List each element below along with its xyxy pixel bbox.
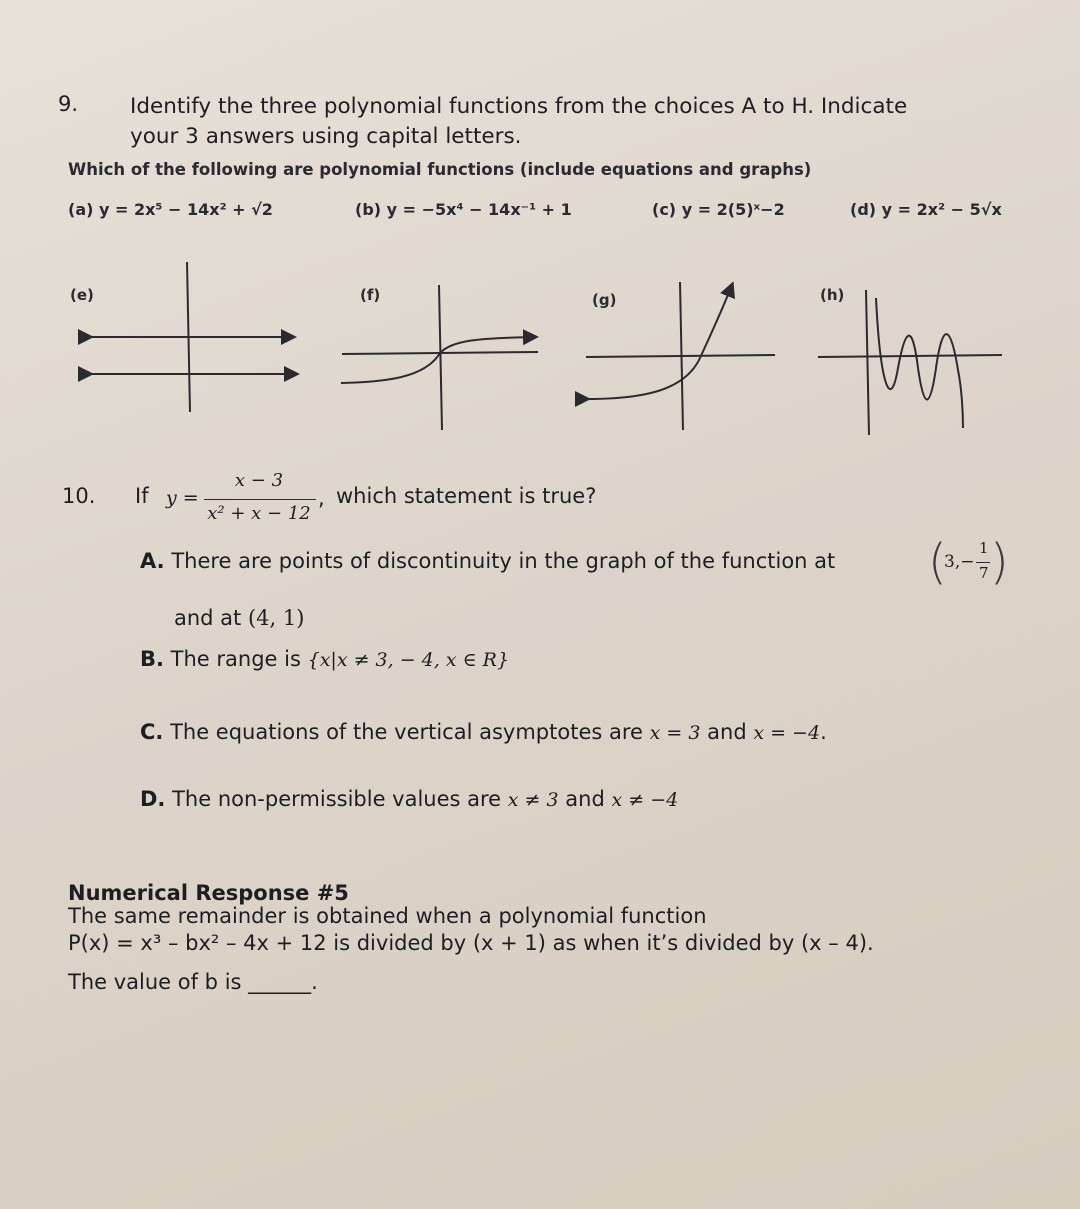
option-a-right-paren: )	[990, 534, 1009, 590]
option-c-text: The equations of the vertical asymptotes are	[170, 720, 643, 744]
graph-f-y-axis	[439, 285, 442, 430]
option-c-end: .	[820, 720, 827, 744]
graph-f-curve	[341, 337, 535, 383]
option-c-math-2: x = −4	[753, 722, 821, 744]
option-a-point-den: 7	[979, 564, 989, 582]
question-10-if: If	[135, 484, 149, 508]
graph-h-curve	[876, 298, 963, 428]
graph-f	[341, 285, 538, 430]
graph-h-x-axis	[818, 355, 1002, 357]
numerical-response-prompt: The value of b is	[68, 970, 242, 994]
graph-h-y-axis	[866, 290, 869, 435]
option-a-point-prefix: 3,−	[944, 552, 975, 572]
option-a	[140, 549, 835, 573]
option-c-and: and	[707, 720, 747, 744]
option-b-text: The range is	[170, 647, 301, 671]
graph-g	[586, 282, 775, 430]
option-a-letter: A.	[140, 549, 165, 573]
question-9-number: 9.	[58, 92, 79, 116]
equation-a-label: (a)	[68, 200, 94, 219]
option-a-point-a	[928, 534, 1014, 592]
question-10-comma: ,	[318, 486, 325, 510]
option-d	[140, 787, 678, 811]
question-10-stem: which statement is true?	[336, 484, 597, 508]
equation-b	[355, 200, 572, 219]
equation-b-expr: y = −5x⁴ − 14x⁻¹ + 1	[386, 200, 572, 219]
question-9-line-2: your 3 answers using capital letters.	[130, 124, 522, 149]
numerical-response-line-3	[68, 970, 318, 994]
option-a-left-paren: (	[928, 534, 947, 590]
numerical-response-end: .	[311, 970, 318, 994]
option-a-and-at: and at	[174, 606, 242, 630]
option-d-letter: D.	[140, 787, 166, 811]
option-b-math: {x|x ≠ 3, − 4, x ∈ R}	[307, 649, 510, 671]
equation-a-expr: y = 2x⁵ − 14x² + √2	[99, 200, 273, 219]
graphs-area	[0, 250, 1080, 440]
equation-c-expr: y = 2(5)ˣ−2	[681, 200, 785, 219]
graph-f-label: (f)	[360, 286, 381, 304]
option-a-line-2	[174, 606, 304, 630]
graph-g-x-axis	[586, 355, 775, 357]
numerical-response-line-2: P(x) = x³ – bx² – 4x + 12 is divided by (x + 1) as when it’s divided by (x – 4).	[68, 931, 874, 955]
option-d-and: and	[565, 787, 605, 811]
graph-g-label: (g)	[592, 291, 617, 309]
option-a-point-b: (4, 1)	[247, 606, 305, 630]
graph-e-label: (e)	[70, 286, 94, 304]
numerical-response-title: Numerical Response #5	[68, 881, 349, 905]
question-10-y-equals: y =	[166, 487, 199, 509]
equation-c-label: (c)	[652, 200, 677, 219]
option-d-math-2: x ≠ −4	[611, 789, 679, 811]
option-b	[140, 647, 509, 671]
equation-a	[68, 200, 273, 219]
equation-b-label: (b)	[355, 200, 382, 219]
question-9-line-1: Identify the three polynomial functions from the choices A to H. Indicate	[130, 94, 908, 119]
option-c-letter: C.	[140, 720, 164, 744]
option-d-math-1: x ≠ 3	[507, 789, 559, 811]
equation-c	[652, 200, 785, 219]
question-10-numerator: x − 3	[234, 470, 284, 491]
graph-e	[90, 262, 296, 412]
graph-h-label: (h)	[820, 286, 845, 304]
numerical-response-blank[interactable]: ______	[248, 970, 312, 994]
option-c	[140, 720, 827, 744]
equation-d	[850, 200, 1002, 219]
option-a-text: There are points of discontinuity in the graph of the function at	[171, 549, 836, 573]
option-a-point-bar	[976, 562, 990, 563]
equation-d-label: (d)	[850, 200, 877, 219]
option-b-letter: B.	[140, 647, 164, 671]
equation-d-expr: y = 2x² − 5√x	[881, 200, 1002, 219]
graph-g-curve	[587, 285, 732, 399]
graph-h	[818, 290, 1002, 435]
option-a-point-num: 1	[979, 539, 989, 557]
question-10-fraction-bar	[204, 499, 316, 500]
numerical-response-line-1: The same remainder is obtained when a polynomial function	[68, 904, 707, 928]
option-c-math-1: x = 3	[649, 722, 701, 744]
option-d-text: The non-permissible values are	[172, 787, 502, 811]
question-10-number: 10.	[62, 484, 96, 508]
question-10-denominator: x² + x − 12	[207, 503, 311, 524]
question-9-prompt: Which of the following are polynomial functions (include equations and graphs)	[68, 160, 812, 179]
